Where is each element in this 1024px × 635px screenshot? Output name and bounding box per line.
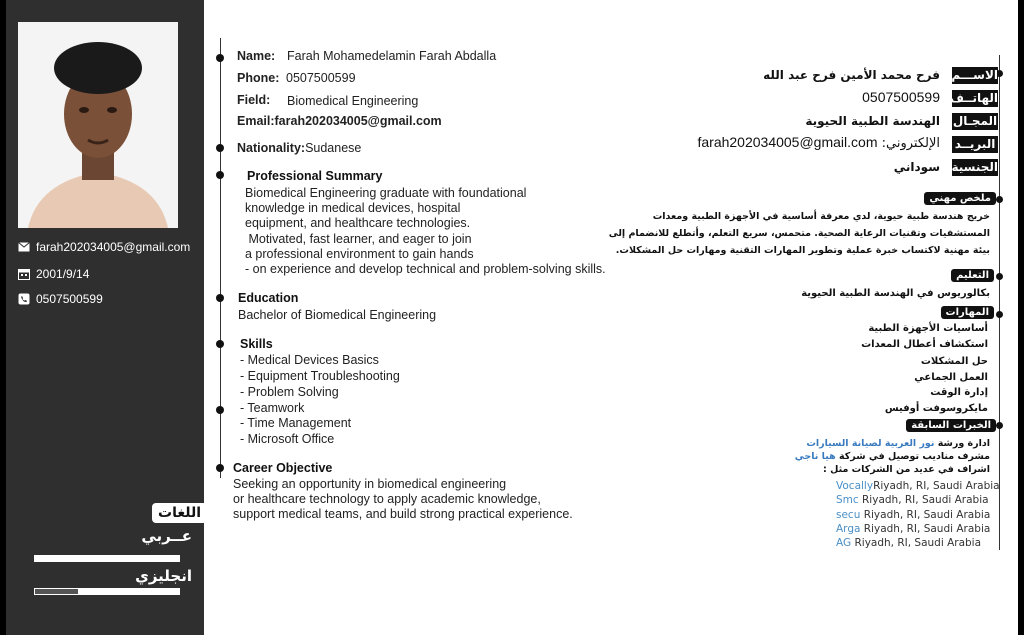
ar-email-prefix: الإلكتروني: — [881, 136, 940, 151]
ar-skill-item: استكشاف أعطال المعدات — [861, 339, 988, 350]
company-name: Vocally — [836, 480, 874, 492]
ar-phone-value: 0507500599 — [862, 89, 940, 105]
skill-item: - Time Management — [240, 416, 352, 430]
ar-phone-label: الهاتــف — [949, 91, 998, 105]
company-row — [836, 509, 990, 521]
timeline-dot — [996, 273, 1003, 280]
contact-phone — [18, 292, 103, 306]
objective-line: support medical teams, and build strong practical experience. — [233, 507, 573, 521]
summary-line: Biomedical Engineering graduate with foundational — [245, 186, 527, 200]
company-name: Smc — [836, 494, 859, 506]
ar-skill-item: مايكروسوفت أوفيس — [884, 403, 988, 414]
field-label: Field: — [237, 93, 271, 107]
ar-name-value: فرح محمد الأمين فرح عبد الله — [763, 68, 940, 82]
ar-skill-item: العمل الجماعي — [914, 372, 988, 383]
ar-skill-item: أساسيات الأجهزة الطبية — [868, 323, 988, 334]
name-label: Name: — [237, 49, 276, 63]
contact-email — [18, 240, 190, 254]
ar-experience-text: مشرف مناديب توصيل في شركة — [835, 451, 990, 462]
nationality-line — [237, 141, 361, 155]
skills-title: Skills — [240, 337, 273, 351]
language-arabic-bar — [34, 555, 180, 562]
language-english: انجليزي — [135, 567, 192, 585]
timeline-dot — [996, 196, 1003, 203]
summary-title: Professional Summary — [247, 169, 383, 183]
company-location: Riyadh, RI, Saudi Arabia — [863, 509, 991, 521]
ar-skill-item: إدارة الوقت — [930, 387, 988, 398]
company-name: AG — [836, 537, 852, 549]
ar-experience-line — [795, 451, 990, 462]
skill-item: - Medical Devices Basics — [240, 353, 379, 367]
skill-item: - Microsoft Office — [240, 432, 335, 446]
company-row — [836, 537, 981, 549]
field-value: Biomedical Engineering — [287, 94, 419, 108]
objective-title: Career Objective — [233, 461, 333, 475]
name-value: Farah Mohamedelamin Farah Abdalla — [287, 49, 497, 63]
summary-line: Motivated, fast learner, and eager to join — [245, 232, 472, 246]
company-location: Riyadh, RI, Saudi Arabia — [862, 494, 989, 506]
company-row — [836, 494, 989, 506]
phone-label: Phone: — [237, 71, 280, 85]
ar-experience-company: نور العربية لصيانة السيارات — [806, 438, 935, 449]
ar-name-label: الاســـم — [951, 68, 998, 82]
ar-experience-line — [806, 438, 990, 449]
summary-line: knowledge in medical devices, hospital — [245, 201, 461, 215]
ar-field-label: المجـال — [952, 114, 998, 128]
ar-summary-line: المستشفيات وتقنيات الرعاية الصحية. متحمس، سريع التعلم، وأتطلع للانضمام إلى — [608, 228, 990, 239]
ar-experience-title: الخبرات السابقة — [906, 419, 996, 432]
contact-birthdate — [18, 267, 89, 281]
ar-nationality-value: سوداني — [893, 160, 940, 174]
ar-email-label: البريــد — [952, 136, 998, 153]
contact-email-text: farah202034005@gmail.com — [36, 240, 191, 254]
company-row — [836, 480, 1000, 492]
ar-summary-line: بيئة مهنية لاكتساب خبرة عملية وتطوير المهارات التقنية ومهارات حل المشكلات. — [615, 245, 990, 256]
education-value: Bachelor of Biomedical Engineering — [238, 308, 437, 322]
ar-experience-company: هيا ناجي — [794, 451, 836, 462]
phone-value: 0507500599 — [286, 71, 356, 85]
language-arabic: عــربي — [141, 527, 192, 545]
languages-title: اللغات — [152, 503, 207, 523]
summary-line: a professional environment to gain hands — [245, 247, 474, 261]
language-arabic-level — [34, 555, 180, 562]
timeline-dot — [216, 54, 224, 62]
calendar-icon — [18, 268, 30, 280]
profile-photo — [18, 22, 178, 228]
ar-experience-text: ادارة ورشة — [934, 438, 990, 449]
summary-line: equipment, and healthcare technologies. — [245, 216, 471, 230]
objective-line: Seeking an opportunity in biomedical engineering — [233, 477, 507, 491]
phone-icon — [18, 293, 30, 305]
ar-education-title: التعليم — [951, 269, 994, 282]
company-name: Arga — [836, 523, 861, 535]
ar-summary-line: خريج هندسة طبية حيوية، لدي معرفة أساسية في الأجهزة الطبية ومعدات — [652, 211, 990, 222]
skill-item: - Equipment Troubleshooting — [240, 369, 400, 383]
timeline-dot — [216, 406, 224, 414]
timeline-dot — [216, 294, 224, 302]
timeline-dot — [216, 171, 224, 179]
objective-line: or healthcare technology to apply academic knowledge, — [233, 492, 541, 506]
education-title: Education — [238, 291, 299, 305]
ar-education-value: بكالوريوس في الهندسة الطبية الحيوية — [801, 288, 990, 299]
company-row — [836, 523, 990, 535]
timeline-dot — [996, 311, 1003, 318]
ar-email-line — [697, 134, 940, 151]
ar-field-value: الهندسة الطبية الحيوية — [805, 114, 940, 128]
skill-item: - Teamwork — [240, 401, 305, 415]
contact-birthdate-text: 2001/9/14 — [36, 267, 90, 281]
contact-phone-text: 0507500599 — [36, 292, 103, 306]
language-english-level — [35, 589, 78, 594]
timeline-dot — [996, 422, 1003, 429]
nationality-label: Nationality: — [237, 141, 306, 155]
timeline-dot — [216, 340, 224, 348]
company-location: Riyadh, RI, Saudi Arabia — [854, 537, 982, 549]
company-name: secu — [836, 509, 861, 521]
timeline-dot — [216, 144, 224, 152]
nationality-value: Sudanese — [305, 141, 362, 155]
arabic-timeline — [999, 55, 1000, 550]
language-english-bar — [34, 588, 180, 595]
email-label: Email: — [237, 114, 275, 128]
company-location: Riyadh, RI, Saudi Arabia — [863, 523, 991, 535]
ar-experience-line — [823, 464, 990, 475]
envelope-icon — [18, 241, 30, 253]
timeline-dot — [216, 464, 224, 472]
ar-nationality-label: الجنسية — [951, 160, 998, 174]
ar-skills-title: المهارات — [941, 306, 994, 319]
ar-experience-text: اشراف في عديد من الشركات مثل : — [822, 464, 990, 475]
summary-line: - on experience and develop technical and problem-solving skills. — [245, 262, 606, 276]
ar-skill-item: حل المشكلات — [920, 356, 988, 367]
ar-email-value: farah202034005@gmail.com — [697, 134, 878, 150]
email-line — [237, 114, 442, 128]
ar-summary-title: ملخص مهني — [924, 192, 996, 205]
email-value: farah202034005@gmail.com — [274, 114, 442, 128]
company-location: Riyadh, RI, Saudi Arabia — [873, 480, 1000, 492]
skill-item: - Problem Solving — [240, 385, 339, 399]
